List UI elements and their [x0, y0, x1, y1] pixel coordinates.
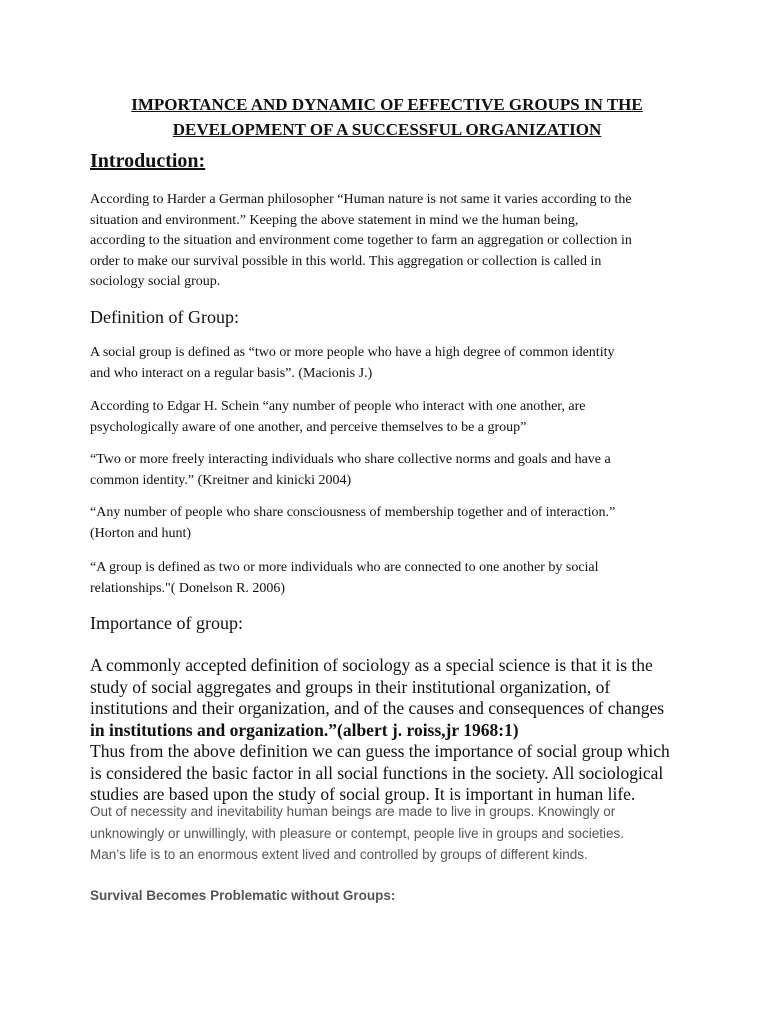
- document-title: [62, 92, 712, 142]
- text-line: (Horton and hunt): [90, 525, 192, 541]
- definition-paragraph: [90, 397, 690, 438]
- text-line: Out of necessity and inevitability human beings are made to live in groups. Knowingly or: [90, 804, 616, 819]
- text-line: order to make our survival possible in this world. This aggregation or collection is called in: [90, 253, 602, 269]
- text-line: according to the situation and environment come together to farm an aggregation or collection in: [90, 233, 632, 248]
- text-line: is considered the basic factor in all social functions in the society. All sociological: [90, 762, 664, 783]
- definition-paragraph: [90, 503, 690, 544]
- text-line: A commonly accepted definition of sociology as a special science is that it is the: [90, 655, 653, 675]
- text-line: A social group is defined as “two or more people who have a high degree of common identity: [90, 345, 615, 360]
- text-line: studies are based upon the study of social group. It is important in human life.: [90, 784, 636, 804]
- text-line: situation and environment.” Keeping the above statement in mind we the human being,: [90, 212, 579, 228]
- text-line: psychologically aware of one another, and perceive themselves to be a group”: [90, 419, 527, 435]
- text-line: study of social aggregates and groups in their institutional organization, of: [90, 676, 611, 697]
- text-line: institutions and their organization, and of the causes and consequences of changes: [90, 698, 665, 718]
- introduction-paragraph: [90, 190, 690, 293]
- text-line: “Any number of people who share consciousness of membership together and of interaction.”: [90, 505, 616, 520]
- definition-paragraph: [90, 558, 690, 599]
- text-line: According to Harder a German philosopher “Human nature is not same it varies according to the: [90, 192, 632, 207]
- text-line: and who interact on a regular basis”. (Macionis J.): [90, 365, 373, 381]
- text-line: According to Edgar H. Schein “any number of people who interact with one another, are: [90, 399, 586, 414]
- text-line: Man’s life is to an enormous extent lived and controlled by groups of different kinds.: [90, 847, 588, 862]
- importance-heading: Importance of group:: [90, 613, 243, 633]
- definition-heading: Definition of Group:: [90, 307, 239, 327]
- survival-heading: Survival Becomes Problematic without Groups:: [90, 888, 396, 903]
- text-line: sociology social group.: [90, 274, 221, 289]
- text-line: “A group is defined as two or more individuals who are connected to one another by social: [90, 560, 599, 575]
- title-line: IMPORTANCE AND DYNAMIC OF EFFECTIVE GROUPS IN THE: [131, 95, 643, 114]
- text-line: common identity.” (Kreitner and kinicki 2004): [90, 472, 352, 488]
- text-line: “Two or more freely interacting individuals who share collective norms and goals and have a: [90, 452, 611, 467]
- text-line: Thus from the above definition we can guess the importance of social group which: [90, 741, 670, 761]
- definition-paragraph: [90, 343, 690, 384]
- importance-paragraph: [90, 655, 700, 806]
- definition-paragraph: [90, 450, 690, 491]
- title-line: DEVELOPMENT OF A SUCCESSFUL ORGANIZATION: [172, 120, 602, 139]
- text-line: relationships."( Donelson R. 2006): [90, 580, 286, 596]
- citation-line: in institutions and organization.”(albert j. roiss,jr 1968:1): [90, 719, 519, 740]
- group-necessity-paragraph: [90, 801, 690, 866]
- introduction-heading: Introduction:: [90, 150, 206, 172]
- text-line: unknowingly or unwillingly, with pleasure or contempt, people live in groups and societies.: [90, 825, 625, 841]
